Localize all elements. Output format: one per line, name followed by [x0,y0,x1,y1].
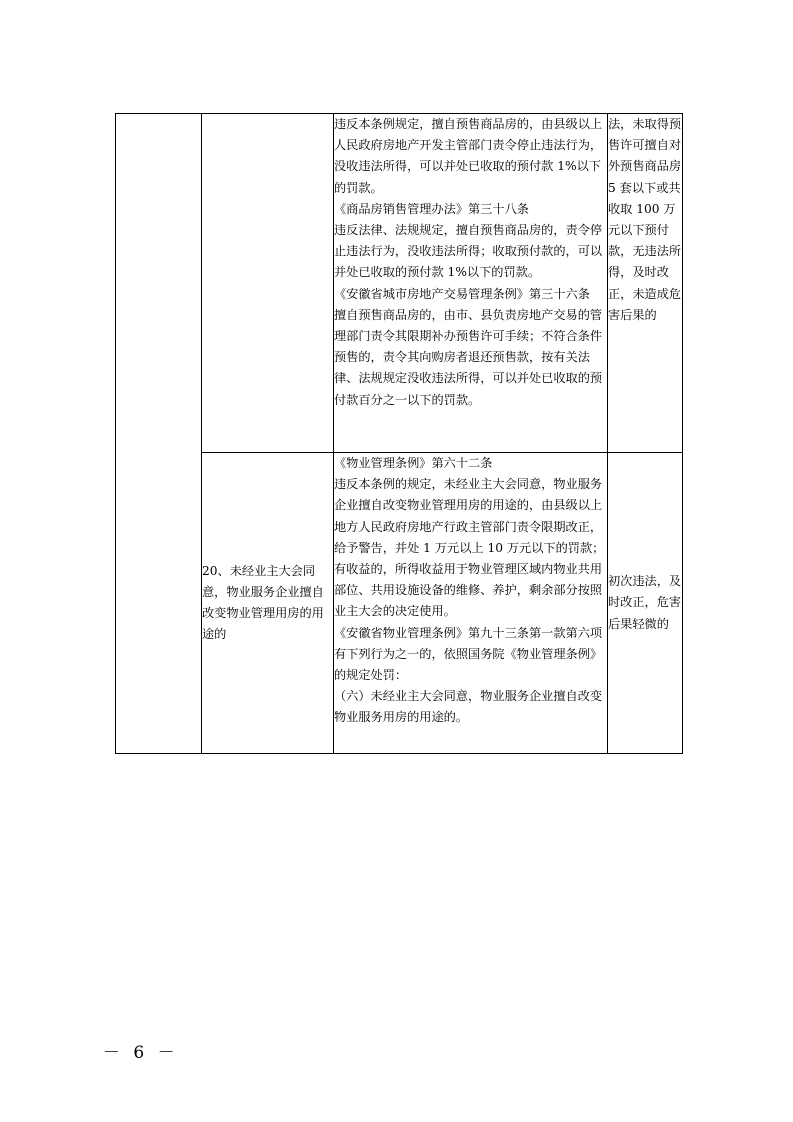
item-text: 20、未经业主大会同意，物业服务企业擅自改变物业管理用房的用途的 [202,563,324,642]
page-number: － 6 － [103,1043,179,1063]
condition-cell [608,114,683,453]
basis-paragraph: 《商品房销售管理办法》第三十八条 [334,201,529,216]
basis-paragraph: 违反本条例规定，擅自预售商品房的，由县级以上人民政府房地产开发主管部门责令停止违法行为，没收违法所得，可以并处已收取的预付款 1%以下的罚款。 [334,117,603,195]
basis-paragraph: 有下列行为之一的，依照国务院《物业管理条例》的规定处罚： [334,646,603,683]
item-cell [202,453,334,754]
legal-basis-cell [334,114,608,453]
basis-paragraph: 违反法律、法规规定，擅自预售商品房的，责令停止违法行为，没收违法所得；收取预付款的，可以并处已收取的预付款 1%以下的罚款。 [334,223,603,280]
table-row [116,453,683,754]
legal-basis-cell [334,453,608,754]
penalty-table [115,113,683,754]
condition-text: 初次违法，及时改正，危害后果轻微的 [608,574,682,631]
basis-paragraph: 擅自预售商品房的，由市、县负责房地产交易的管理部门责令其限期补办预售许可手续；不符合条件预售的，责令其向购房者退还预售款，按有关法律、法规规定没收违法所得，可以并处已收取的预付款百分之一以下的罚款。 [334,307,603,407]
category-cell [116,114,202,754]
item-cell [202,114,334,453]
basis-paragraph: 违反本条例的规定，未经业主大会同意，物业服务企业擅自改变物业管理用房的用途的，由县级以上地方人民政府房地产行政主管部门责令限期改正，给予警告，并处 1 万元以上 10 万元以下的罚款；有收益的，所得收益用于物业管理区域内物业共用部位、共用设施设备的维修、养护，剩余部分按照业主大会的决定使用。 [334,477,605,619]
condition-text: 法，未取得预售许可擅自对外预售商品房 5 套以下或共收取 100 万元以下预付款，无违法所得，及时改正，未造成危害后果的 [608,117,682,322]
condition-cell [608,453,683,754]
basis-paragraph: 《物业管理条例》第六十二条 [334,456,493,470]
basis-paragraph: 《安徽省城市房地产交易管理条例》第三十六条 [334,286,590,301]
table-row [116,114,683,453]
basis-paragraph: （六）未经业主大会同意，物业服务企业擅自改变物业服务用房的用途的。 [334,689,603,725]
basis-paragraph: 《安徽省物业管理条例》第九十三条第一款第六项 [334,625,603,640]
